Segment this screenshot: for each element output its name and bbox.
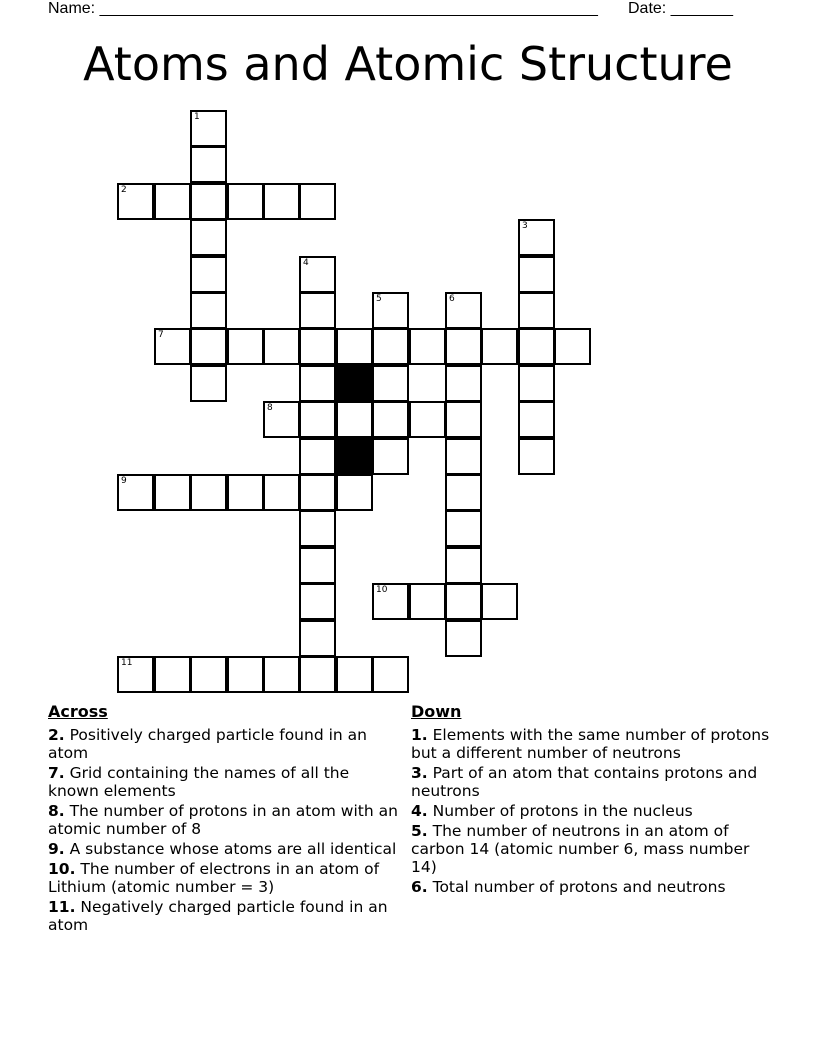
crossword-cell[interactable] — [190, 219, 227, 256]
clue-item-text: The number of neutrons in an atom of carbon 14 (atomic number 6, mass number 14) — [411, 822, 750, 876]
clue-item — [411, 878, 771, 896]
page-title: Atoms and Atomic Structure — [83, 37, 733, 91]
crossword-cell[interactable] — [445, 365, 482, 402]
crossword-cell[interactable] — [518, 438, 555, 475]
crossword-cell[interactable] — [372, 292, 409, 329]
crossword-cell[interactable] — [445, 474, 482, 511]
crossword-cell[interactable] — [336, 328, 373, 365]
crossword-cell[interactable] — [445, 328, 482, 365]
crossword-cell[interactable] — [299, 292, 336, 329]
crossword-cell[interactable] — [445, 510, 482, 547]
crossword-cell[interactable] — [372, 656, 409, 693]
crossword-cell[interactable] — [299, 620, 336, 657]
clue-item-text: A substance whose atoms are all identical — [64, 840, 397, 858]
crossword-cell[interactable] — [190, 474, 227, 511]
clue-number: 11 — [121, 658, 133, 668]
crossword-cell[interactable] — [117, 474, 154, 511]
clue-item-text: Part of an atom that contains protons and neutrons — [411, 764, 758, 800]
crossword-cell[interactable] — [372, 328, 409, 365]
crossword-cell[interactable] — [154, 656, 191, 693]
crossword-cell[interactable] — [445, 547, 482, 584]
clue-number: 7 — [158, 330, 164, 340]
clue-item-text: Number of protons in the nucleus — [427, 802, 693, 820]
crossword-cell[interactable] — [299, 365, 336, 402]
crossword-cell[interactable] — [445, 292, 482, 329]
crossword-cell[interactable] — [336, 474, 373, 511]
crossword-cell[interactable] — [445, 620, 482, 657]
clue-item — [411, 802, 771, 820]
crossword-cell[interactable] — [299, 438, 336, 475]
clue-number: 1 — [194, 112, 200, 122]
clue-item-text: Negatively charged particle found in an atom — [48, 898, 388, 934]
crossword-cell[interactable] — [263, 328, 300, 365]
crossword-cell[interactable] — [190, 656, 227, 693]
clue-item — [48, 860, 398, 896]
clue-number: 4 — [303, 258, 309, 268]
crossword-cell[interactable] — [190, 110, 227, 147]
crossword-cell[interactable] — [299, 474, 336, 511]
clue-item-text: Elements with the same number of protons but a different number of neutrons — [411, 726, 770, 762]
clue-number: 3 — [522, 221, 528, 231]
crossword-cell[interactable] — [445, 583, 482, 620]
clue-item-text: The number of protons in an atom with an atomic number of 8 — [48, 802, 398, 838]
clue-number: 9 — [121, 476, 127, 486]
crossword-cell[interactable] — [299, 656, 336, 693]
black-square — [336, 365, 373, 402]
crossword-cell[interactable] — [117, 656, 154, 693]
crossword-cell[interactable] — [263, 656, 300, 693]
crossword-cell[interactable] — [299, 183, 336, 220]
crossword-cell[interactable] — [336, 656, 373, 693]
clue-item-text: The number of electrons in an atom of Lithium (atomic number = 3) — [48, 860, 380, 896]
crossword-cell[interactable] — [190, 183, 227, 220]
clue-item-number: 7. — [48, 764, 65, 782]
clue-number: 8 — [267, 403, 273, 413]
crossword-cell[interactable] — [518, 328, 555, 365]
down-clues — [411, 702, 771, 898]
crossword-cell[interactable] — [299, 547, 336, 584]
date-field-label: Date: _______ — [628, 0, 733, 17]
clue-number: 5 — [376, 294, 382, 304]
crossword-cell[interactable] — [299, 401, 336, 438]
clue-item-number: 11. — [48, 898, 76, 916]
crossword-cell[interactable] — [518, 219, 555, 256]
clue-item — [48, 726, 398, 762]
crossword-cell[interactable] — [299, 510, 336, 547]
crossword-cell[interactable] — [263, 474, 300, 511]
clue-item-number: 10. — [48, 860, 76, 878]
crossword-cell[interactable] — [518, 365, 555, 402]
clue-item — [48, 898, 398, 934]
clue-item-number: 3. — [411, 764, 428, 782]
crossword-cell[interactable] — [299, 583, 336, 620]
clue-item — [411, 726, 771, 762]
crossword-cell[interactable] — [190, 365, 227, 402]
crossword-cell[interactable] — [518, 401, 555, 438]
black-square — [336, 438, 373, 475]
crossword-cell[interactable] — [445, 401, 482, 438]
crossword-cell[interactable] — [299, 328, 336, 365]
crossword-cell[interactable] — [227, 474, 264, 511]
crossword-cell[interactable] — [190, 292, 227, 329]
clue-item-number: 6. — [411, 878, 428, 896]
crossword-cell[interactable] — [554, 328, 591, 365]
clue-item — [411, 764, 771, 800]
crossword-cell[interactable] — [263, 183, 300, 220]
across-heading: Across — [48, 702, 108, 721]
crossword-cell[interactable] — [117, 183, 154, 220]
name-field-label: Name: ________________________________________________________ — [48, 0, 598, 17]
crossword-cell[interactable] — [299, 256, 336, 293]
crossword-cell[interactable] — [227, 328, 264, 365]
down-clue-list — [411, 726, 771, 896]
crossword-cell[interactable] — [263, 401, 300, 438]
crossword-cell[interactable] — [372, 365, 409, 402]
clue-item — [48, 764, 398, 800]
clue-item-number: 4. — [411, 802, 428, 820]
clue-item — [411, 822, 771, 876]
clue-item-number: 8. — [48, 802, 65, 820]
crossword-cell[interactable] — [154, 183, 191, 220]
clue-number: 2 — [121, 185, 127, 195]
crossword-cell[interactable] — [190, 328, 227, 365]
crossword-cell[interactable] — [372, 438, 409, 475]
clue-number: 10 — [376, 585, 388, 595]
clue-number: 6 — [449, 294, 455, 304]
clue-item-number: 2. — [48, 726, 65, 744]
clue-item — [48, 802, 398, 838]
clue-item-text: Positively charged particle found in an atom — [48, 726, 367, 762]
across-clue-list — [48, 726, 398, 934]
clue-item-number: 1. — [411, 726, 428, 744]
crossword-cell[interactable] — [481, 583, 518, 620]
crossword-cell[interactable] — [409, 583, 446, 620]
down-heading: Down — [411, 702, 462, 721]
crossword-cell[interactable] — [154, 474, 191, 511]
crossword-cell[interactable] — [409, 401, 446, 438]
clue-item-text: Total number of protons and neutrons — [427, 878, 726, 896]
crossword-cell[interactable] — [227, 656, 264, 693]
crossword-cell[interactable] — [518, 292, 555, 329]
clue-item-number: 9. — [48, 840, 65, 858]
crossword-cell[interactable] — [409, 328, 446, 365]
crossword-cell[interactable] — [445, 438, 482, 475]
crossword-cell[interactable] — [190, 146, 227, 183]
crossword-cell[interactable] — [336, 401, 373, 438]
crossword-cell[interactable] — [481, 328, 518, 365]
clue-item-text: Grid containing the names of all the known elements — [48, 764, 350, 800]
crossword-cell[interactable] — [372, 401, 409, 438]
clue-item — [48, 840, 398, 858]
across-clues — [48, 702, 398, 936]
crossword-cell[interactable] — [372, 583, 409, 620]
crossword-cell[interactable] — [518, 256, 555, 293]
crossword-cell[interactable] — [154, 328, 191, 365]
crossword-cell[interactable] — [227, 183, 264, 220]
clue-item-number: 5. — [411, 822, 428, 840]
crossword-cell[interactable] — [190, 256, 227, 293]
